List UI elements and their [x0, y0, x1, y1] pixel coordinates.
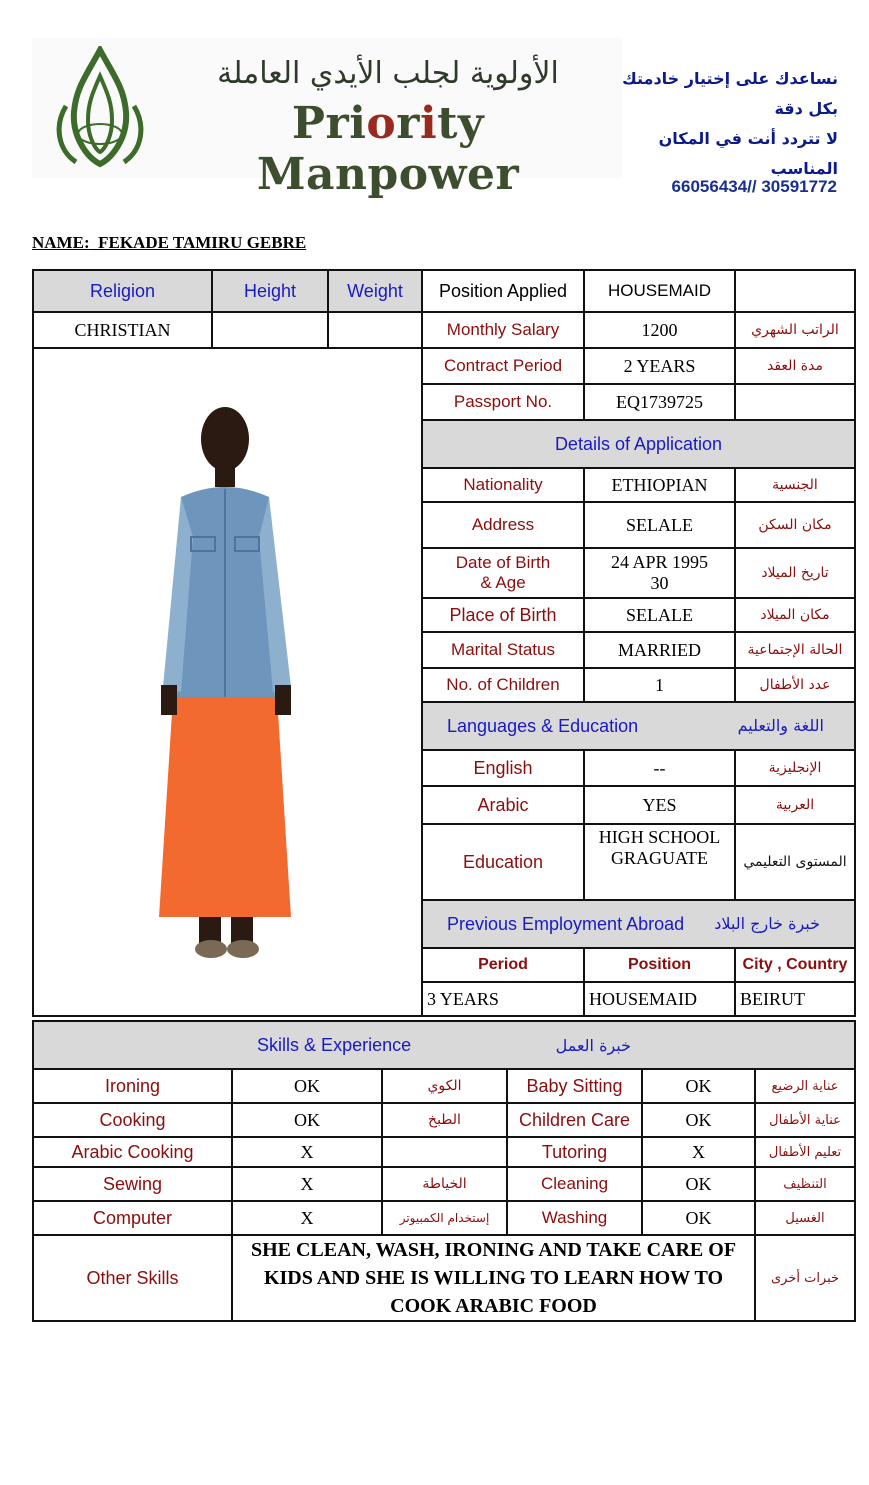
skill-label: Baby Sitting	[507, 1069, 642, 1103]
phone-numbers: 66056434// 30591772	[671, 177, 837, 196]
skill-value: X	[232, 1137, 382, 1167]
skill-value: X	[642, 1137, 755, 1167]
marital-ar: الحالة الإجتماعية	[735, 632, 855, 668]
english-ar: الإنجليزية	[735, 750, 855, 786]
languages-heading: Languages & Education اللغة والتعليم	[422, 702, 855, 750]
skill-value: OK	[232, 1103, 382, 1137]
employment-heading-ar: خبرة خارج البلاد	[714, 913, 820, 933]
skill-row	[33, 1069, 855, 1103]
pob-label: Place of Birth	[422, 598, 584, 632]
salary-ar: الراتب الشهري	[735, 312, 855, 348]
position-value: HOUSEMAID	[584, 270, 735, 312]
skill-ar: إستخدام الكمبيوتر	[382, 1201, 507, 1235]
emp-position-value: HOUSEMAID	[584, 982, 735, 1016]
city-value: BEIRUT	[735, 982, 855, 1016]
skill-row	[33, 1201, 855, 1235]
skill-ar: الغسيل	[755, 1201, 855, 1235]
weight-label: Weight	[328, 270, 422, 312]
skill-label: Computer	[33, 1201, 232, 1235]
skills-heading-ar: خبرة العمل	[555, 1035, 631, 1055]
period-label: Period	[422, 948, 584, 982]
contract-value: 2 YEARS	[584, 348, 735, 384]
marital-label: Marital Status	[422, 632, 584, 668]
candidate-photo	[153, 397, 303, 967]
skill-label: Cleaning	[507, 1167, 642, 1201]
logo-arabic-text: الأولوية لجلب الأيدي العاملة	[217, 56, 559, 91]
skill-value: X	[232, 1167, 382, 1201]
skill-value: OK	[642, 1167, 755, 1201]
dob-ar: تاريخ الميلاد	[735, 548, 855, 598]
contract-label: Contract Period	[422, 348, 584, 384]
skill-ar: عناية الأطفال	[755, 1103, 855, 1137]
arabic-value: YES	[584, 786, 735, 824]
address-value: SELALE	[584, 502, 735, 548]
skill-label: Tutoring	[507, 1137, 642, 1167]
candidate-photo-cell	[33, 348, 422, 1016]
skill-value: OK	[642, 1201, 755, 1235]
logo-english-text: Priority Manpower	[256, 98, 520, 200]
skill-ar: تعليم الأطفال	[755, 1137, 855, 1167]
application-table	[32, 269, 856, 1017]
children-label: No. of Children	[422, 668, 584, 702]
education-value: HIGH SCHOOL GRAGUATE	[584, 824, 735, 900]
height-value	[212, 312, 328, 348]
education-ar: المستوى التعليمي	[735, 824, 855, 900]
skill-label: Washing	[507, 1201, 642, 1235]
details-heading: Details of Application	[422, 420, 855, 468]
children-value: 1	[584, 668, 735, 702]
skill-ar: الخياطة	[382, 1167, 507, 1201]
nationality-value: ETHIOPIAN	[584, 468, 735, 502]
employment-heading: Previous Employment Abroad خبرة خارج البلاد	[422, 900, 855, 948]
passport-ar-empty	[735, 384, 855, 420]
pob-value: SELALE	[584, 598, 735, 632]
marital-value: MARRIED	[584, 632, 735, 668]
skill-label: Ironing	[33, 1069, 232, 1103]
city-country-label: City , Country	[735, 948, 855, 982]
other-skills-label: Other Skills	[33, 1235, 232, 1321]
dob-label: Date of Birth & Age	[422, 548, 584, 598]
education-label: Education	[422, 824, 584, 900]
skill-ar: عناية الرضيع	[755, 1069, 855, 1103]
skill-label: Arabic Cooking	[33, 1137, 232, 1167]
arabic-label: Arabic	[422, 786, 584, 824]
salary-label: Monthly Salary	[422, 312, 584, 348]
english-value: --	[584, 750, 735, 786]
nationality-ar: الجنسية	[735, 468, 855, 502]
agency-tagline	[618, 64, 838, 184]
tagline-line-1: نساعدك على إختيار خادمتك بكل دقة	[622, 69, 838, 118]
religion-value: CHRISTIAN	[33, 312, 212, 348]
skills-heading: Skills & Experience خبرة العمل	[33, 1021, 855, 1069]
languages-heading-ar: اللغة والتعليم	[737, 715, 824, 735]
skill-ar	[382, 1137, 507, 1167]
weight-value	[328, 312, 422, 348]
children-ar: عدد الأطفال	[735, 668, 855, 702]
passport-label: Passport No.	[422, 384, 584, 420]
tagline-line-2: لا تتردد أنت في المكان المناسب	[658, 129, 838, 178]
other-skills-text: SHE CLEAN, WASH, IRONING AND TAKE CARE OF KIDS AND SHE IS WILLING TO LEARN HOW TO COOK ARABIC FOOD	[232, 1235, 755, 1321]
skill-row	[33, 1137, 855, 1167]
skill-ar: الطبخ	[382, 1103, 507, 1137]
passport-value: EQ1739725	[584, 384, 735, 420]
contract-ar: مدة العقد	[735, 348, 855, 384]
skill-value: X	[232, 1201, 382, 1235]
skill-label: Sewing	[33, 1167, 232, 1201]
arabic-ar: العربية	[735, 786, 855, 824]
position-label: Position Applied	[422, 270, 584, 312]
skill-ar: الكوي	[382, 1069, 507, 1103]
address-ar: مكان السكن	[735, 502, 855, 548]
skill-value: OK	[642, 1069, 755, 1103]
height-label: Height	[212, 270, 328, 312]
flame-emblem-icon	[46, 46, 154, 170]
skill-row	[33, 1103, 855, 1137]
candidate-name: NAME: FEKADE TAMIRU GEBRE	[32, 233, 307, 252]
skill-row	[33, 1167, 855, 1201]
address-label: Address	[422, 502, 584, 548]
period-value: 3 YEARS	[422, 982, 584, 1016]
position-ar-empty	[735, 270, 855, 312]
skill-value: OK	[232, 1069, 382, 1103]
skills-table	[32, 1020, 856, 1322]
religion-label: Religion	[33, 270, 212, 312]
skill-label: Cooking	[33, 1103, 232, 1137]
salary-value: 1200	[584, 312, 735, 348]
skill-label: Children Care	[507, 1103, 642, 1137]
agency-logo	[32, 38, 622, 200]
nationality-label: Nationality	[422, 468, 584, 502]
pob-ar: مكان الميلاد	[735, 598, 855, 632]
other-skills-ar: خبرات أخرى	[755, 1235, 855, 1321]
skill-ar: التنظيف	[755, 1167, 855, 1201]
skill-value: OK	[642, 1103, 755, 1137]
english-label: English	[422, 750, 584, 786]
emp-position-label: Position	[584, 948, 735, 982]
dob-value: 24 APR 1995 30	[584, 548, 735, 598]
